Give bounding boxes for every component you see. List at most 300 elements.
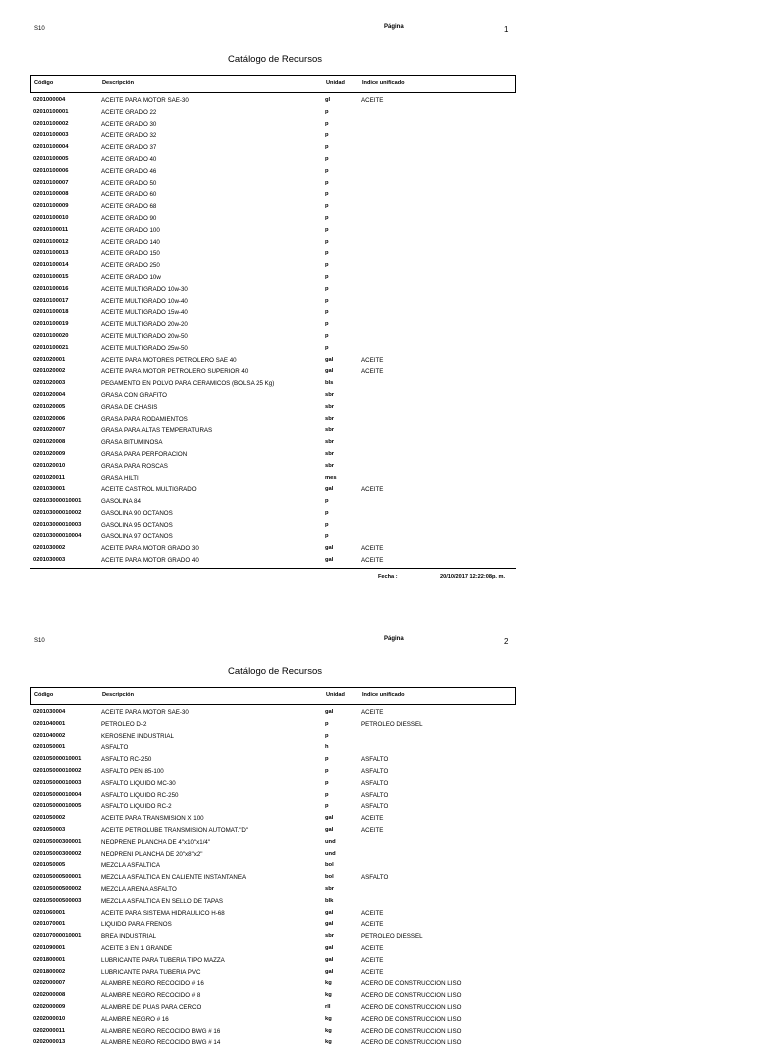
cell-code: 02010100006: [33, 167, 69, 174]
table-row: [30, 107, 516, 119]
cell-code: 02010100018: [33, 309, 69, 316]
cell-index: PETROLEO DIESSEL: [361, 720, 423, 728]
cell-description: GRASA PARA PERFORACION: [101, 450, 188, 458]
table-row: [30, 919, 516, 931]
cell-unit: kg: [325, 980, 332, 987]
table-row: [30, 154, 516, 166]
cell-index: ACEITE: [361, 557, 384, 565]
table-row: [30, 425, 516, 437]
cell-unit: sbr: [325, 439, 335, 446]
cell-description: LIQUIDO PARA FRENOS: [101, 921, 172, 929]
cell-description: ACEITE GRADO 50: [101, 179, 157, 187]
table-row: [30, 543, 516, 555]
cell-description: ACEITE GRADO 22: [101, 108, 157, 116]
cell-code: 0201020008: [33, 439, 66, 446]
table-row: [30, 825, 516, 837]
cell-description: GASOLINA 97 OCTANOS: [101, 533, 173, 541]
cell-code: 0201040002: [33, 732, 66, 739]
cell-description: ASFALTO RC-250: [101, 756, 152, 764]
table-row: [30, 284, 516, 296]
cell-index: ASFALTO: [361, 756, 389, 764]
cell-unit: gal: [325, 826, 334, 833]
cell-description: MEZCLA ARENA ASFALTO: [101, 885, 177, 893]
cell-code: 0201030001: [33, 486, 66, 493]
table-row: [30, 508, 516, 520]
cell-unit: p: [325, 155, 329, 162]
table-row: [30, 978, 516, 990]
cell-code: 020105000010001: [33, 756, 82, 763]
table-row: [30, 178, 516, 190]
cell-unit: p: [325, 191, 329, 198]
cell-unit: kg: [325, 992, 332, 999]
cell-description: ACEITE GRADO 60: [101, 191, 157, 199]
cell-description: ALAMBRE DE PUAS PARA CERCO: [101, 1003, 202, 1011]
table-row: [30, 189, 516, 201]
cell-unit: gal: [325, 815, 334, 822]
cell-unit: p: [325, 779, 329, 786]
cell-description: GRASA BITUMINOSA: [101, 439, 163, 447]
cell-description: ASFALTO PEN 85-100: [101, 767, 164, 775]
cell-unit: gal: [325, 944, 334, 951]
cell-code: 02010100004: [33, 144, 69, 151]
cell-description: ASFALTO: [101, 744, 129, 752]
cell-unit: gal: [325, 557, 334, 564]
cell-code: 0201050005: [33, 862, 66, 869]
cell-code: 02010100002: [33, 120, 69, 127]
header-code: Código: [34, 80, 54, 86]
cell-unit: mes: [325, 474, 337, 481]
cell-index: ACEITE: [361, 545, 384, 553]
cell-code: 020105000300002: [33, 850, 82, 857]
table-row: [30, 801, 516, 813]
cell-code: 02010100012: [33, 238, 69, 245]
cell-index: PETROLEO DIESSEL: [361, 933, 423, 941]
cell-unit: p: [325, 533, 329, 540]
table-row: [30, 1002, 516, 1014]
cell-unit: gal: [325, 356, 334, 363]
cell-unit: p: [325, 344, 329, 351]
table-row: [30, 931, 516, 943]
table-row: [30, 95, 516, 107]
cell-code: 02010100010: [33, 214, 69, 221]
cell-index: ACEITE: [361, 97, 384, 104]
cell-code: 020105000500003: [33, 897, 82, 904]
cell-code: 0201000004: [33, 97, 66, 103]
cell-unit: sbr: [325, 415, 335, 422]
cell-description: ACEITE GRADO 10w: [101, 273, 161, 281]
header-description: Descripción: [102, 80, 135, 86]
cell-description: GASOLINA 90 OCTANOS: [101, 509, 173, 517]
cell-unit: p: [325, 498, 329, 505]
table-row: [30, 531, 516, 543]
cell-description: GRASA CON GRAFITO: [101, 391, 167, 399]
table-row: [30, 390, 516, 402]
table-header: [30, 75, 516, 93]
cell-code: 02010100016: [33, 285, 69, 292]
report-code: S10: [34, 26, 45, 32]
cell-unit: sbr: [325, 403, 335, 410]
cell-unit: p: [325, 309, 329, 316]
header-code: Código: [34, 692, 54, 698]
cell-unit: sbr: [325, 933, 335, 940]
page-number: 1: [504, 25, 509, 34]
cell-unit: p: [325, 108, 329, 115]
table-row: [30, 908, 516, 920]
page-title: Catálogo de Recursos: [228, 666, 322, 677]
cell-description: GRASA PARA ROSCAS: [101, 462, 168, 470]
cell-code: 02010100005: [33, 155, 69, 162]
cell-code: 020105000010005: [33, 803, 82, 810]
cell-unit: p: [325, 509, 329, 516]
cell-code: 0201020011: [33, 474, 65, 481]
cell-description: ACEITE PETROLUBE TRANSMISION AUTOMAT."D": [101, 826, 249, 834]
cell-description: ALAMBRE NEGRO RECOCIDO BWG # 14: [101, 1039, 221, 1047]
cell-code: 0202000009: [33, 1003, 66, 1010]
cell-code: 020107000010001: [33, 933, 82, 940]
cell-description: ACEITE PARA MOTOR GRADO 30: [101, 545, 199, 553]
cell-index: ACEITE: [361, 486, 384, 494]
cell-description: ACEITE PARA MOTOR SAE-30: [101, 97, 189, 104]
cell-description: ACEITE MULTIGRADO 15w-40: [101, 309, 188, 317]
table-row: [30, 248, 516, 260]
table-row: [30, 461, 516, 473]
cell-unit: p: [325, 238, 329, 245]
table-row: [30, 790, 516, 802]
cell-code: 02010100019: [33, 321, 69, 328]
cell-code: 020103000010002: [33, 509, 82, 516]
cell-description: NEOPRENI PLANCHA DE 20"x8"x2": [101, 850, 203, 858]
cell-code: 02010100021: [33, 344, 69, 351]
cell-description: ACEITE 3 EN 1 GRANDE: [101, 944, 173, 952]
cell-code: 02010100007: [33, 179, 69, 186]
cell-description: GRASA PARA RODAMIENTOS: [101, 415, 188, 423]
cell-index: ASFALTO: [361, 874, 389, 882]
cell-description: ASFALTO LIQUIDO RC-250: [101, 791, 179, 799]
cell-unit: p: [325, 803, 329, 810]
cell-unit: p: [325, 285, 329, 292]
cell-unit: sbr: [325, 427, 335, 434]
cell-unit: p: [325, 179, 329, 186]
header-index: Indice unificado: [362, 692, 405, 698]
table-row: [30, 307, 516, 319]
cell-description: ACEITE GRADO 68: [101, 203, 157, 211]
table-row: [30, 860, 516, 872]
cell-code: 02010100001: [33, 108, 69, 115]
cell-unit: bol: [325, 862, 334, 869]
cell-description: ACEITE PARA MOTOR GRADO 40: [101, 557, 199, 565]
header-description: Descripción: [102, 692, 135, 698]
cell-description: ACEITE MULTIGRADO 20w-20: [101, 321, 188, 329]
cell-code: 0201050001: [33, 744, 66, 751]
cell-code: 0201060001: [33, 909, 66, 916]
cell-index: ACEITE: [361, 921, 384, 929]
table-row: [30, 260, 516, 272]
cell-code: 020105000010002: [33, 767, 82, 774]
cell-unit: gal: [325, 968, 334, 975]
cell-code: 0201030003: [33, 557, 66, 564]
cell-unit: p: [325, 262, 329, 269]
cell-unit: p: [325, 720, 329, 727]
cell-unit: rll: [325, 1003, 331, 1010]
cell-description: ACEITE MULTIGRADO 20w-50: [101, 332, 188, 340]
cell-code: 0202000010: [33, 1015, 66, 1022]
table-row: [30, 837, 516, 849]
cell-code: 0201040001: [33, 720, 66, 727]
cell-code: 0201090001: [33, 944, 66, 951]
cell-code: 0201030004: [33, 709, 66, 715]
cell-unit: p: [325, 297, 329, 304]
table-row: [30, 130, 516, 142]
cell-unit: gal: [325, 709, 334, 715]
table-row: [30, 473, 516, 485]
cell-unit: sbr: [325, 391, 335, 398]
cell-description: ALAMBRE NEGRO RECOCIDO # 8: [101, 992, 201, 1000]
cell-unit: gl: [325, 97, 331, 103]
cell-code: 020103000010004: [33, 533, 82, 540]
cell-code: 0201050003: [33, 826, 66, 833]
bottom-rule: [30, 568, 516, 569]
table-row: [30, 355, 516, 367]
table-body: [30, 707, 516, 1049]
table-row: [30, 754, 516, 766]
cell-code: 02010100013: [33, 250, 69, 257]
cell-code: 0202000007: [33, 980, 66, 987]
cell-unit: kg: [325, 1015, 332, 1022]
cell-code: 020105000010003: [33, 779, 82, 786]
cell-description: ACEITE GRADO 100: [101, 226, 160, 234]
table-row: [30, 555, 516, 567]
cell-unit: gal: [325, 368, 334, 375]
cell-unit: p: [325, 250, 329, 257]
table-row: [30, 414, 516, 426]
table-row: [30, 742, 516, 754]
table-row: [30, 1037, 516, 1049]
cell-index: ACEITE: [361, 909, 384, 917]
table-row: [30, 778, 516, 790]
cell-description: ACEITE MULTIGRADO 25w-50: [101, 344, 188, 352]
cell-description: ACEITE GRADO 40: [101, 155, 157, 163]
cell-description: GRASA HILTI: [101, 474, 139, 482]
date-value: 20/10/2017 12:22:08p. m.: [440, 574, 505, 580]
cell-description: BREA INDUSTRIAL: [101, 933, 157, 941]
table-row: [30, 990, 516, 1002]
cell-description: ACEITE GRADO 46: [101, 167, 157, 175]
table-row: [30, 237, 516, 249]
cell-code: 0202000008: [33, 992, 66, 999]
cell-code: 0201020010: [33, 462, 66, 469]
table-row: [30, 213, 516, 225]
table-body: [30, 95, 516, 567]
cell-code: 0201070001: [33, 921, 66, 928]
table-row: [30, 142, 516, 154]
cell-description: ACEITE PARA MOTOR SAE-30: [101, 709, 189, 716]
cell-description: LUBRICANTE PARA TUBERIA PVC: [101, 968, 201, 976]
cell-description: ACEITE GRADO 90: [101, 214, 157, 222]
cell-code: 0201020003: [33, 380, 66, 387]
cell-unit: p: [325, 321, 329, 328]
cell-description: NEOPRENE PLANCHA DE 4"x10"x1/4": [101, 838, 211, 846]
table-row: [30, 319, 516, 331]
cell-unit: p: [325, 167, 329, 174]
cell-description: ASFALTO LIQUIDO MC-30: [101, 779, 176, 787]
cell-description: MEZCLA ASFALTICA EN CALIENTE INSTANTANEA: [101, 874, 247, 882]
cell-index: ACERO DE CONSTRUCCION LISO: [361, 1039, 462, 1047]
cell-code: 0201020001: [33, 356, 66, 363]
table-row: [30, 896, 516, 908]
header-index: Indice unificado: [362, 80, 405, 86]
cell-code: 0202000011: [33, 1027, 65, 1034]
cell-index: ACEITE: [361, 826, 384, 834]
cell-code: 02010100009: [33, 203, 69, 210]
cell-description: ACEITE GRADO 250: [101, 262, 160, 270]
table-row: [30, 484, 516, 496]
cell-code: 02010100008: [33, 191, 69, 198]
cell-description: ACEITE PARA TRANSMISION X 100: [101, 815, 204, 823]
cell-code: 0201020007: [33, 427, 66, 434]
table-row: [30, 201, 516, 213]
cell-code: 0201020009: [33, 450, 66, 457]
cell-description: ACEITE GRADO 140: [101, 238, 160, 246]
cell-index: ACEITE: [361, 815, 384, 823]
table-row: [30, 1026, 516, 1038]
table-row: [30, 225, 516, 237]
table-row: [30, 884, 516, 896]
table-row: [30, 366, 516, 378]
cell-unit: gal: [325, 956, 334, 963]
cell-index: ACERO DE CONSTRUCCION LISO: [361, 980, 462, 988]
cell-unit: h: [325, 744, 329, 751]
cell-description: ACEITE GRADO 32: [101, 132, 157, 140]
cell-code: 0201020002: [33, 368, 66, 375]
cell-code: 0201800001: [33, 956, 66, 963]
cell-unit: sbr: [325, 885, 335, 892]
table-row: [30, 872, 516, 884]
cell-description: LUBRICANTE PARA TUBERIA TIPO MAZZA: [101, 956, 225, 964]
cell-code: 02010100003: [33, 132, 69, 139]
cell-code: 02010100014: [33, 262, 69, 269]
table-row: [30, 813, 516, 825]
cell-description: PEGAMENTO EN POLVO PARA CERAMICOS (BOLSA 25 Kg): [101, 380, 275, 388]
page-number: 2: [504, 637, 509, 646]
date-label: Fecha :: [378, 574, 398, 580]
cell-description: MEZCLA ASFALTICA EN SELLO DE TAPAS: [101, 897, 223, 905]
cell-code: 0201020006: [33, 415, 66, 422]
cell-description: ACEITE MULTIGRADO 10w-40: [101, 297, 188, 305]
cell-description: PETROLEO D-2: [101, 720, 147, 728]
cell-description: ACEITE GRADO 37: [101, 144, 157, 152]
cell-index: ACERO DE CONSTRUCCION LISO: [361, 992, 462, 1000]
cell-index: ACERO DE CONSTRUCCION LISO: [361, 1003, 462, 1011]
cell-code: 02010100020: [33, 332, 69, 339]
table-row: [30, 343, 516, 355]
cell-unit: p: [325, 120, 329, 127]
cell-unit: sbr: [325, 450, 335, 457]
cell-code: 020105000300001: [33, 838, 82, 845]
cell-index: ACEITE: [361, 368, 384, 376]
table-row: [30, 437, 516, 449]
cell-description: GRASA PARA ALTAS TEMPERATURAS: [101, 427, 213, 435]
cell-code: 020105000500002: [33, 885, 82, 892]
cell-description: GRASA DE CHASIS: [101, 403, 158, 411]
cell-code: 0201030002: [33, 545, 66, 552]
cell-description: GASOLINA 95 OCTANOS: [101, 521, 173, 529]
cell-description: ACEITE GRADO 30: [101, 120, 157, 128]
cell-unit: bls: [325, 380, 334, 387]
cell-code: 020105000500001: [33, 874, 82, 881]
table-row: [30, 272, 516, 284]
table-row: [30, 496, 516, 508]
cell-index: ASFALTO: [361, 779, 389, 787]
cell-index: ASFALTO: [361, 803, 389, 811]
cell-unit: p: [325, 791, 329, 798]
table-row: [30, 967, 516, 979]
cell-code: 020103000010001: [33, 498, 82, 505]
header-unit: Unidad: [326, 80, 345, 86]
cell-code: 02010100011: [33, 226, 69, 233]
cell-code: 0202000013: [33, 1039, 66, 1046]
cell-description: KEROSENE INDUSTRIAL: [101, 732, 174, 740]
cell-index: ASFALTO: [361, 767, 389, 775]
cell-index: ASFALTO: [361, 791, 389, 799]
cell-unit: gal: [325, 921, 334, 928]
table-row: [30, 296, 516, 308]
cell-unit: blk: [325, 897, 334, 904]
table-row: [30, 849, 516, 861]
table-row: [30, 955, 516, 967]
cell-unit: kg: [325, 1027, 332, 1034]
cell-description: ACEITE CASTROL MULTIGRADO: [101, 486, 197, 494]
cell-unit: p: [325, 273, 329, 280]
table-row: [30, 119, 516, 131]
cell-index: ACERO DE CONSTRUCCION LISO: [361, 1015, 462, 1023]
cell-description: ACEITE PARA SISTEMA HIDRAULICO H-68: [101, 909, 225, 917]
table-row: [30, 731, 516, 743]
cell-code: 0201020005: [33, 403, 66, 410]
cell-description: ACEITE PARA MOTORES PETROLERO SAE 40: [101, 356, 237, 364]
cell-code: 020105000010004: [33, 791, 82, 798]
page-label: Página: [384, 636, 404, 642]
table-row: [30, 520, 516, 532]
table-row: [30, 943, 516, 955]
page-label: Página: [384, 24, 404, 30]
cell-unit: p: [325, 332, 329, 339]
table-row: [30, 707, 516, 719]
cell-description: MEZCLA ASFALTICA: [101, 862, 161, 870]
cell-index: ACEITE: [361, 944, 384, 952]
cell-unit: p: [325, 144, 329, 151]
table-row: [30, 378, 516, 390]
cell-unit: bol: [325, 874, 334, 881]
cell-index: ACERO DE CONSTRUCCION LISO: [361, 1027, 462, 1035]
table-row: [30, 331, 516, 343]
cell-unit: gal: [325, 486, 334, 493]
cell-description: ALAMBRE NEGRO RECOCIDO BWG # 16: [101, 1027, 221, 1035]
cell-index: ACEITE: [361, 356, 384, 364]
cell-unit: und: [325, 838, 336, 845]
header-unit: Unidad: [326, 692, 345, 698]
table-row: [30, 719, 516, 731]
cell-description: ACEITE GRADO 150: [101, 250, 160, 258]
table-row: [30, 449, 516, 461]
cell-code: 0201800002: [33, 968, 66, 975]
cell-code: 0201020004: [33, 391, 66, 398]
cell-unit: gal: [325, 545, 334, 552]
cell-unit: sbr: [325, 462, 335, 469]
table-row: [30, 402, 516, 414]
table-header: [30, 687, 516, 705]
page-title: Catálogo de Recursos: [228, 54, 322, 65]
cell-description: GASOLINA 84: [101, 498, 141, 506]
